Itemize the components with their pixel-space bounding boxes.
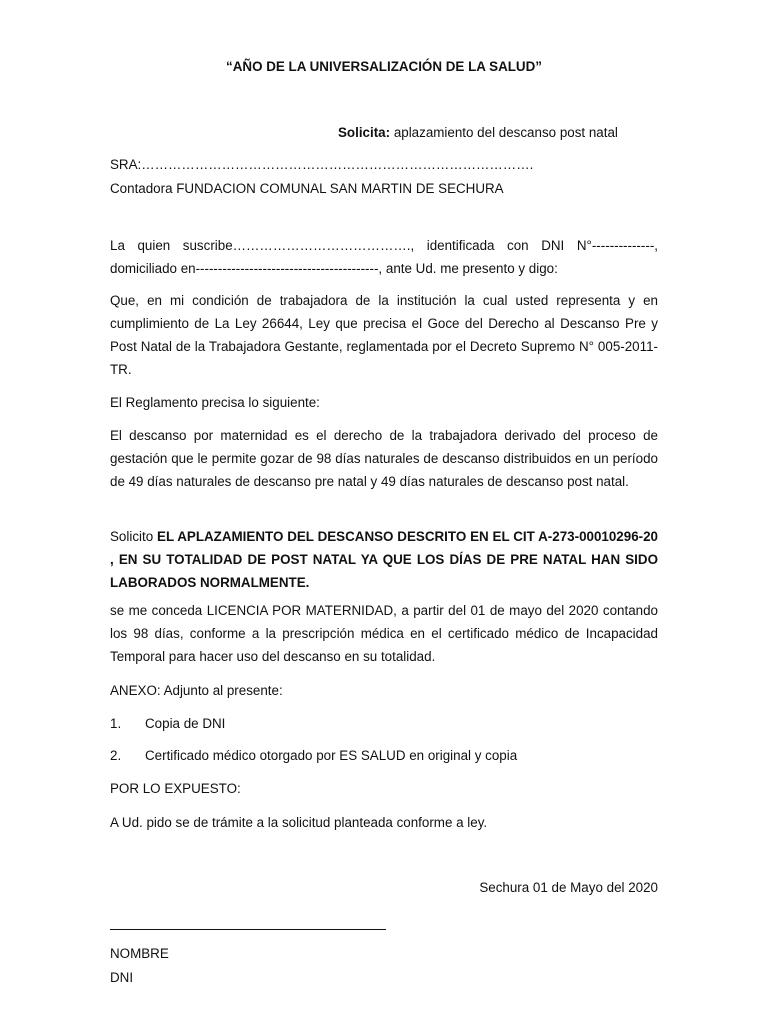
por-lo-expuesto: POR LO EXPUESTO:: [110, 781, 241, 796]
annex-item-text: Certificado médico otorgado por ES SALUD en original y copia: [145, 748, 518, 763]
document-title: “AÑO DE LA UNIVERSALIZACIÓN DE LA SALUD”: [226, 59, 542, 74]
paragraph-licencia: se me conceda LICENCIA POR MATERNIDAD, a partir del 01 de mayo del 2020 contando los 98 días, conforme a la prescripción médica en el certificado médico de Incapacidad Temporal para hacer uso del descanso en su totalidad.: [110, 603, 658, 664]
signature-name-label: NOMBRE: [110, 946, 169, 961]
paragraph-reglamento: El Reglamento precisa lo siguiente:: [110, 395, 320, 410]
solicito-lead: Solicito: [110, 529, 158, 544]
signature-line: [110, 929, 386, 930]
paragraph-descanso: El descanso por maternidad es el derecho de la trabajadora derivado del proceso de gestación que le permite gozar de 98 días naturales de descanso distribuidos en un período de 49 días naturales de descanso pre natal y 49 días naturales de descanso post natal.: [110, 428, 658, 489]
paragraph-solicito: [110, 525, 658, 594]
place-date: Sechura 01 de Mayo del 2020: [479, 880, 658, 895]
recipient-sra: SRA:…………………………………………………………………………….: [110, 157, 534, 172]
annex-item-number: 2.: [110, 748, 122, 763]
annex-item: [110, 748, 517, 764]
paragraph-ley: Que, en mi condición de trabajadora de la institución la cual usted representa y en cumplimiento de La Ley 26644, Ley que precisa el Goce del Derecho al Descanso Pre y Post Natal de la Trabajadora Gestante, reglamentada por el Decreto Supremo N° 005-2011-TR.: [110, 293, 658, 377]
signature-dni-label: DNI: [110, 970, 134, 985]
closing-request: A Ud. pido se de trámite a la solicitud planteada conforme a ley.: [110, 815, 488, 830]
annex-heading: ANEXO: Adjunto al presente:: [110, 683, 283, 698]
solicita-text: aplazamiento del descanso post natal: [390, 125, 618, 140]
intro-paragraph: La quien suscribe…………………………………., identificada con DNI N°--------------, domiciliado en-----------------------------------------, ante Ud. me presento y digo:: [110, 238, 658, 276]
solicita-label: Solicita:: [338, 125, 391, 140]
solicita-line: [338, 125, 618, 141]
annex-item-text: Copia de DNI: [145, 716, 226, 731]
annex-item: [110, 716, 225, 732]
annex-item-number: 1.: [110, 716, 122, 731]
recipient-position: Contadora FUNDACION COMUNAL SAN MARTIN DE SECHURA: [110, 181, 504, 196]
solicito-bold: EL APLAZAMIENTO DEL DESCANSO DESCRITO EN EL CIT A-273-00010296-20 , EN SU TOTALIDAD DE POST NATAL YA QUE LOS DÍAS DE PRE NATAL HAN SIDO LABORADOS NORMALMENTE.: [110, 529, 658, 590]
